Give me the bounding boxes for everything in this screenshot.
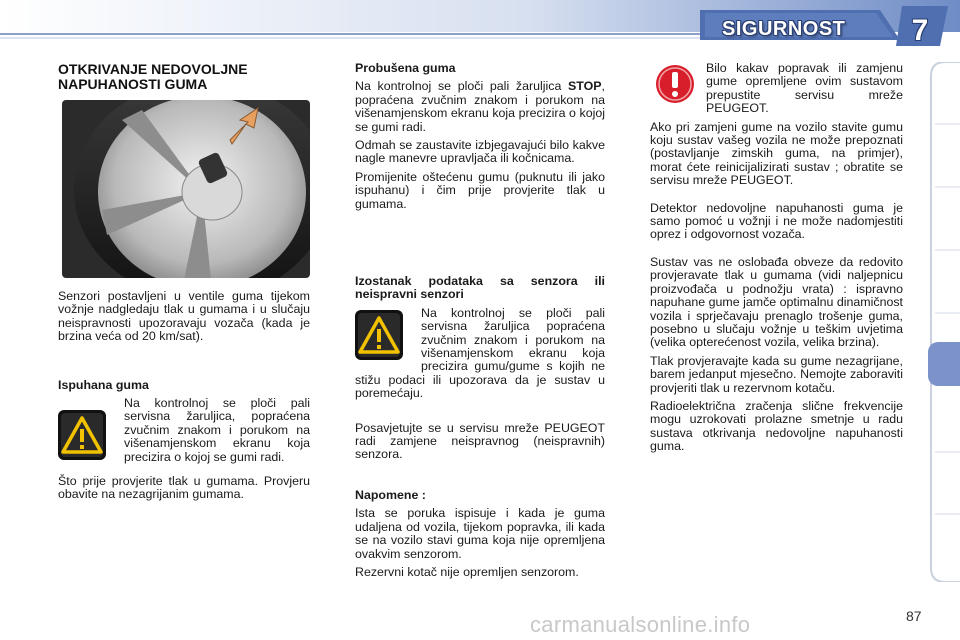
deflated-text: Na kontrolnoj se ploči pali servisna žaruljica, popraćena zvučnim znakom i porukom na višenamjenskom ekranu koja precizira o kojoj se gumi radi. [124,396,310,464]
page-number: 87 [906,608,922,624]
repair-warning-text: Bilo kakav popravak ili zamjenu gume opremljene ovim sustavom prepustite servisu mreže PEUGEOT. [706,61,903,116]
chapter-tabs[interactable] [925,62,960,582]
right-text-1: Ako pri zamjeni gume na vozilo stavite gumu koju sustav vašeg vozila ne može prepoznati (postavljanje zimskih guma, na primjer), morat ćete reinicijalizirati sustav ; obratite se servisu mreže PEUGEOT. [650,119,903,188]
section-title: SIGURNOST [722,18,846,40]
notes-text-2: Rezervni kotač nije opremljen senzorom. [355,564,579,579]
puncture-heading: Probušena guma [355,61,456,75]
puncture-text-3: Promijenite oštećenu gumu (puknutu ili jako ispuhanu) i čim prije provjerite tlak u gumama. [355,169,605,211]
watermark: carmanualsonline.info [530,612,751,637]
left-text [58,290,310,507]
right-text-3: Sustav vas ne oslobađa obveze da redovito provjeravate tlak u gumama (vidi naljepnicu proizvođača u podnožju vrata) : ispravno napuhane gume jamče optimalnu dinamičnost vozila i sprječavaju prenaglo trošenje guma, posebno u slučaju vožnje u teškim uvjetima (velika opterećenost vozila, velika brzina). [650,254,903,350]
middle-column [355,62,605,216]
puncture-text-2: Odmah se zaustavite izbjegavajući bilo kakve nagle manevre upravljača ili kočnicama. [355,138,605,166]
notes-text-1: Ista se poruka ispisuje i kada je guma udaljena od vozila, tijekom popravka, ili kada se na vozilo stavi guma koja nije opremljena ovakvim senzorom. [355,506,605,561]
right-column [650,62,903,459]
sensor-heading: Izostanak podataka sa senzora ili neispravni senzori [355,274,605,302]
deflated-text-2: Što prije provjerite tlak u gumama. Provjeru obavite na nezagrijanim gumama. [58,474,310,502]
notes-heading: Napomene : [355,487,426,502]
active-chapter-tab[interactable] [928,342,960,386]
deflated-heading: Ispuhana guma [58,377,149,392]
chapter-number: 7 [911,14,929,47]
right-text-4: Tlak provjeravajte kada su gume nezagrijane, barem jedanput mjesečno. Nemojte zaboraviti provjeriti tlak u rezervnom kotaču. [650,353,903,395]
warning-triangle-icon [58,410,106,460]
sensor-text: Na kontrolnoj se ploči pali servisna žaruljica popraćena zvučnim znakom i porukom na višenamjenskom ekranu koja precizira gumu/gume s kojih ne stižu podaci ili upozorava da je sustav u poremećaju. [355,305,605,401]
puncture-text-1: Na kontrolnoj se ploči pali žaruljica STOP, popraćena zvučnim znakom i porukom na višenamjenskom ekranu koja precizira o kojoj se gumi radi. [355,79,605,134]
warning-triangle-icon [355,310,403,360]
right-text-5: Radioelektrična zračenja slične frekvencije mogu uzrokovati prolazne smetnje u radu sustava otkrivanja nedovoljne napuhanosti guma. [650,398,903,454]
tire-valve-photo [62,100,310,278]
intro-text: Senzori postavljeni u ventile guma tijekom vožnje nadgledaju tlak u gumama i u slučaju neispravnosti upozoravaju vozača (kada je brzina veća od 20 km/sat). [58,289,310,344]
right-text-2: Detektor nedovoljne napuhanosti guma je samo pomoć u vožnji i ne može nadomjestiti oprez i odgovornost vozača. [650,200,903,242]
left-column [58,62,310,92]
main-heading: OTKRIVANJE NEDOVOLJNE NAPUHANOSTI GUMA [58,61,248,92]
sensor-advice: Posavjetujte se u servisu mreže PEUGEOT radi zamjene neispravnog (neispravnih) senzora. [355,420,605,462]
